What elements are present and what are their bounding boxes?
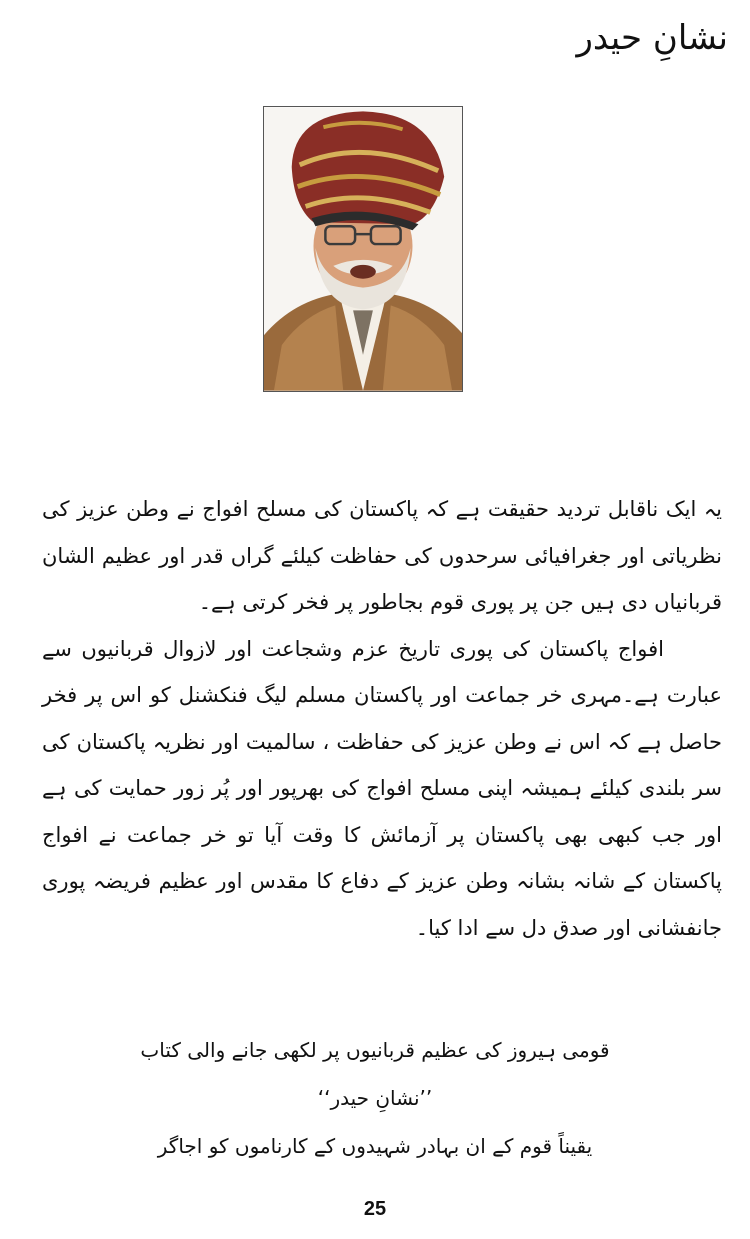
verse-line-1: قومی ہیروز کی عظیم قربانیوں پر لکھی جانے والی کتاب [140,1038,610,1062]
paragraph-2: افواج پاکستان کی پوری تاریخ عزم وشجاعت اور لازوال قربانیوں سے عبارت ہے۔مہری خر جماعت اور پاکستان مسلم لیگ فنکشنل کو اس پر فخر حاصل ہے کہ اس نے وطن عزیز کی حفاظت ، سالمیت اور نظریہ پاکستان کی سر بلندی کیلئے ہمیشہ اپنی مسلح افواج کی بھرپور اور پُر زور حمایت کی ہے اور جب کبھی بھی پاکستان پر آزمائش کا وقت آیا تو خر جماعت نے افواج پاکستان کے شانہ بشانہ وطن عزیز کے دفاع کا مقدس اور عظیم فریضہ پوری جانفشانی اور صدق دل سے ادا کیا۔ [42,636,722,940]
verse-line-2: ’’نشانِ حیدر‘‘ [317,1086,433,1110]
body-text [42,486,722,951]
running-header-title: نشانِ حیدر [576,18,728,58]
verse-line-3: یقیناً قوم کے ان بہادر شہیدوں کے کارناموں کو اجاگر [157,1134,593,1158]
paragraph-1: یہ ایک ناقابل تردید حقیقت ہے کہ پاکستان کی مسلح افواج نے وطن عزیز کی نظریاتی اور جغرافیائی سرحدوں کی حفاظت کیلئے گراں قدر اور عظیم الشان قربانیاں دی ہیں جن پر پوری قوم بجاطور پر فخر کرتی ہے۔ [42,497,722,614]
portrait-illustration [264,107,462,391]
closing-verses [0,1026,750,1170]
page-number: 25 [363,1198,387,1220]
portrait-photo [263,106,463,392]
